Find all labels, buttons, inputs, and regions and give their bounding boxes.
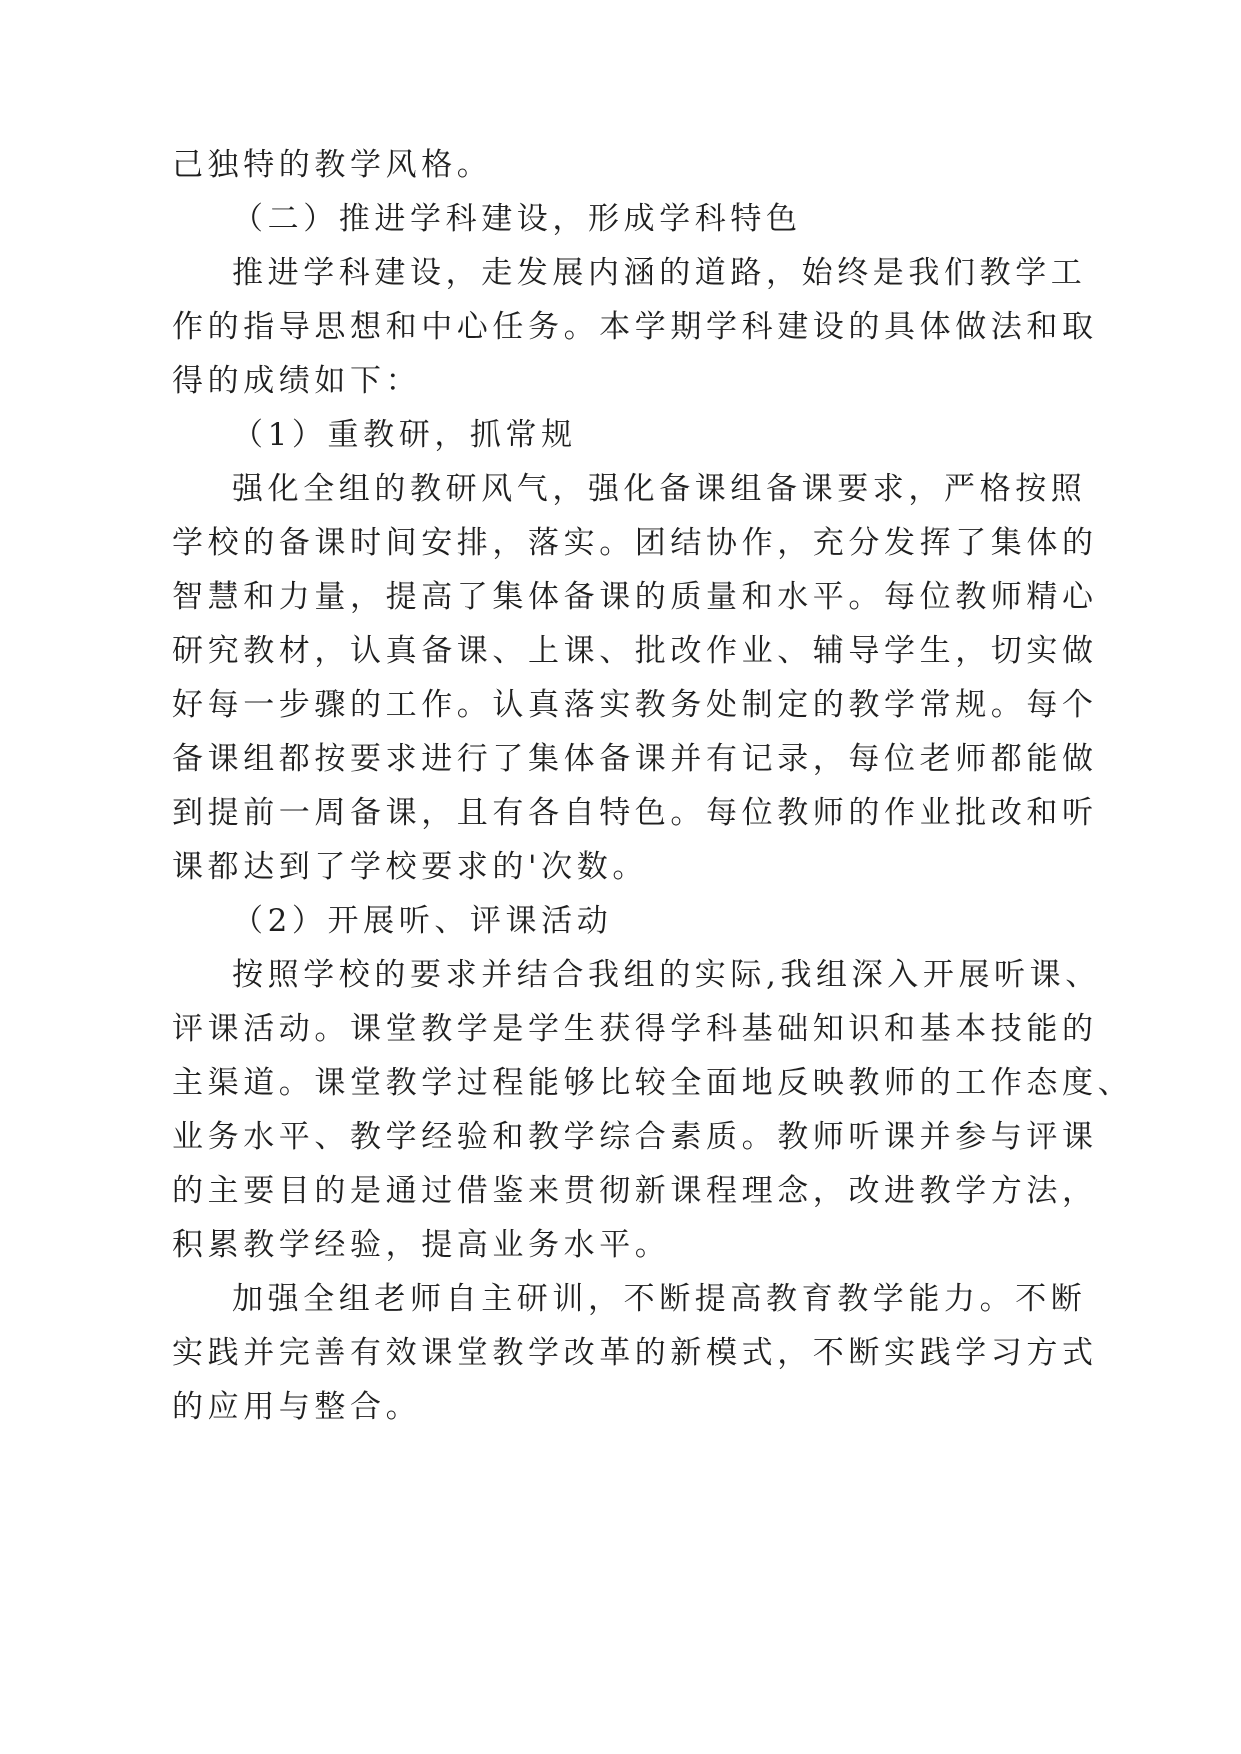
- text-line: 己独特的教学风格。: [172, 147, 493, 183]
- text-line: 评课活动。课堂教学是学生获得学科基础知识和基本技能的: [172, 1011, 1098, 1047]
- text-line: 的主要目的是通过借鉴来贯彻新课程理念，改进教学方法，: [172, 1173, 1098, 1209]
- text-line: 学校的备课时间安排，落实。团结协作，充分发挥了集体的: [172, 525, 1098, 561]
- text-line: 好每一步骤的工作。认真落实教务处制定的教学常规。每个: [172, 687, 1098, 723]
- text-line: 的应用与整合。: [172, 1389, 422, 1425]
- text-line: 积累教学经验，提高业务水平。: [172, 1227, 671, 1263]
- section-heading: （二）推进学科建设，形成学科特色: [232, 201, 802, 237]
- subsection-heading: （1）重教研，抓常规: [232, 417, 577, 453]
- text-line: 主渠道。课堂教学过程能够比较全面地反映教师的工作态度、: [172, 1065, 1134, 1101]
- text-line: 智慧和力量，提高了集体备课的质量和水平。每位教师精心: [172, 579, 1098, 615]
- text-line: 研究教材，认真备课、上课、批改作业、辅导学生，切实做: [172, 633, 1098, 669]
- text-line: 备课组都按要求进行了集体备课并有记录，每位老师都能做: [172, 741, 1098, 777]
- text-line: 到提前一周备课，且有各自特色。每位教师的作业批改和听: [172, 795, 1098, 831]
- text-line: 课都达到了学校要求的'次数。: [172, 849, 648, 885]
- text-line: 推进学科建设，走发展内涵的道路，始终是我们教学工: [232, 255, 1087, 291]
- text-line: 按照学校的要求并结合我组的实际,我组深入开展听课、: [232, 957, 1101, 993]
- text-line: 业务水平、教学经验和教学综合素质。教师听课并参与评课: [172, 1119, 1098, 1155]
- text-line: 作的指导思想和中心任务。本学期学科建设的具体做法和取: [172, 309, 1098, 345]
- text-line: 实践并完善有效课堂教学改革的新模式，不断实践学习方式: [172, 1335, 1098, 1371]
- subsection-heading: （2）开展听、评课活动: [232, 903, 613, 939]
- text-line: 强化全组的教研风气，强化备课组备课要求，严格按照: [232, 471, 1087, 507]
- text-line: 得的成绩如下：: [172, 363, 422, 399]
- text-line: 加强全组老师自主研训，不断提高教育教学能力。不断: [232, 1281, 1087, 1317]
